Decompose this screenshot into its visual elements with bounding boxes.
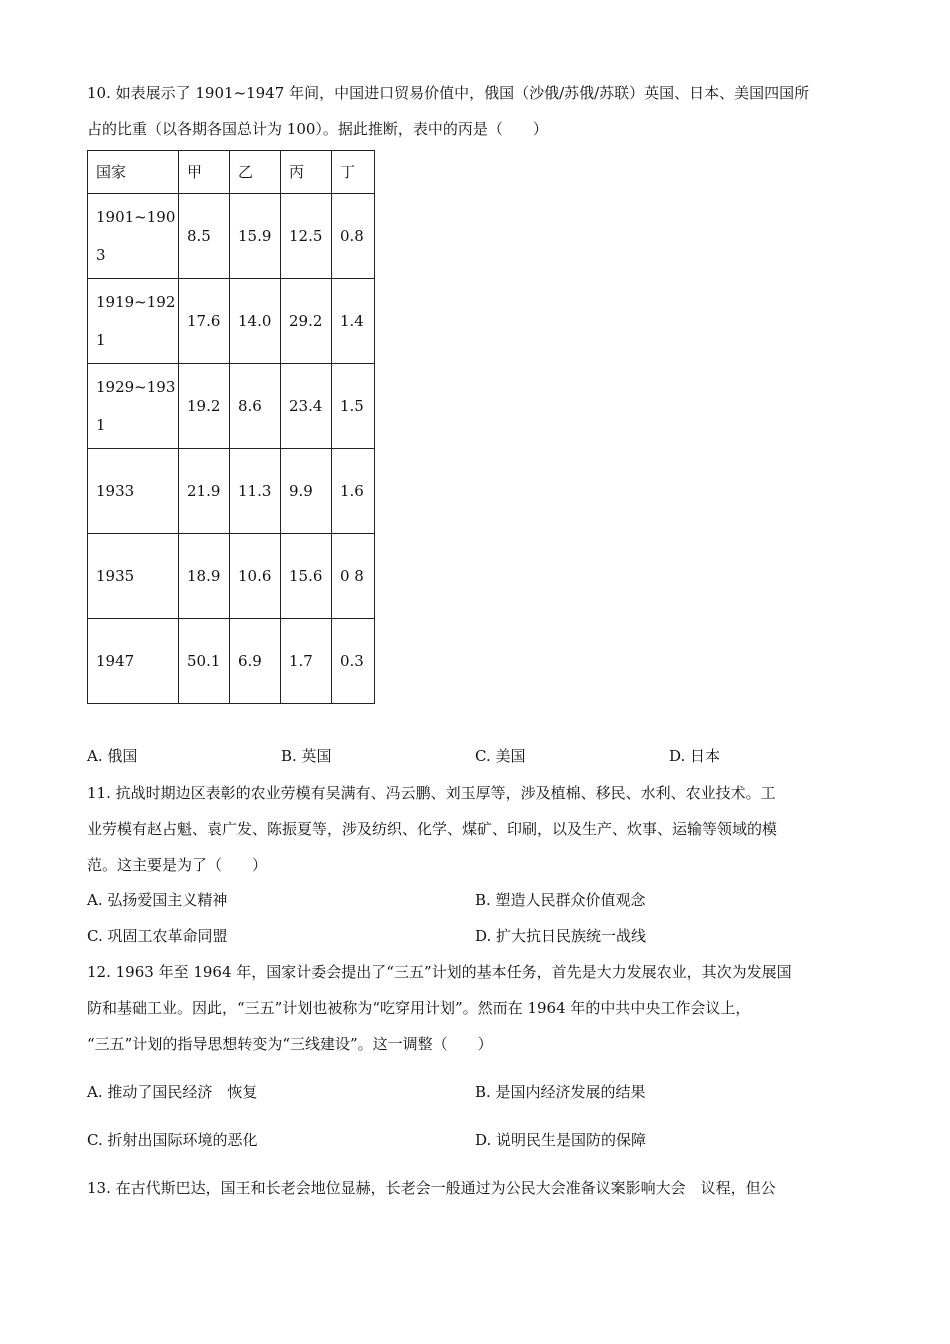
table-cell: 8.6: [230, 364, 281, 449]
table-cell: 9.9: [281, 449, 332, 534]
q12-text-line1: 12. 1963 年至 1964 年，国家计委会提出了“三五”计划的基本任务，首先是大力发展农业，其次为发展国: [87, 963, 792, 981]
table-cell: 12.5: [281, 194, 332, 279]
table-header-cell: 丙: [281, 151, 332, 194]
q10-option-d: D. 日本: [669, 747, 721, 765]
table-header-cell: 乙: [230, 151, 281, 194]
table-cell-period: 1929~1931: [88, 364, 179, 449]
table-cell: 1.5: [332, 364, 375, 449]
table-cell: 0.8: [332, 194, 375, 279]
table-cell: 18.9: [179, 534, 230, 619]
q10-option-b: B. 英国: [281, 747, 332, 765]
q13-text-line1: 13. 在古代斯巴达，国王和长老会地位显赫，长老会一般通过为公民大会准备议案影响大会 议程，但公: [87, 1179, 776, 1197]
q11-text-line3: 范。这主要是为了（ ）: [87, 856, 268, 874]
q10-text-line2: 占的比重（以各期各国总计为 100）。据此推断，表中的丙是（ ）: [87, 120, 548, 138]
table-cell: 8.5: [179, 194, 230, 279]
table-row: [88, 449, 375, 534]
q10-option-c: C. 美国: [475, 747, 526, 765]
q11-text-line2: 业劳模有赵占魁、袁广发、陈振夏等，涉及纺织、化学、煤矿、印刷，以及生产、炊事、运输等领域的模: [87, 820, 778, 838]
table-cell: 1.4: [332, 279, 375, 364]
table-cell-period: 1919~1921: [88, 279, 179, 364]
q12-text-line3: “三五”计划的指导思想转变为“三线建设”。这一调整（ ）: [87, 1035, 493, 1053]
table-row: [88, 364, 375, 449]
table-header-cell: 甲: [179, 151, 230, 194]
q11-text-line1: 11. 抗战时期边区表彰的农业劳模有吴满有、冯云鹏、刘玉厚等，涉及植棉、移民、水利、农业技术。工: [87, 784, 776, 802]
table-header-row: [88, 151, 375, 194]
table-cell: 6.9: [230, 619, 281, 704]
table-header-cell: 国家: [88, 151, 179, 194]
table-cell: 0.3: [332, 619, 375, 704]
table-row: [88, 279, 375, 364]
table-cell: 11.3: [230, 449, 281, 534]
table-cell: 50.1: [179, 619, 230, 704]
table-cell: 21.9: [179, 449, 230, 534]
table-cell: 14.0: [230, 279, 281, 364]
q11-option-c: C. 巩固工农革命同盟: [87, 927, 228, 945]
table-row: [88, 194, 375, 279]
table-cell: 19.2: [179, 364, 230, 449]
table-cell: 15.6: [281, 534, 332, 619]
table-cell-period: 1947: [88, 619, 179, 704]
q12-option-b: B. 是国内经济发展的结果: [475, 1083, 646, 1101]
table-cell: 29.2: [281, 279, 332, 364]
q10-option-a: A. 俄国: [87, 747, 138, 765]
table-cell-period: 1901~1903: [88, 194, 179, 279]
q11-option-a: A. 弘扬爱国主义精神: [87, 891, 228, 909]
table-header-cell: 丁: [332, 151, 375, 194]
q12-option-c: C. 折射出国际环境的恶化: [87, 1131, 258, 1149]
table-cell: 10.6: [230, 534, 281, 619]
q11-option-d: D. 扩大抗日民族统一战线: [475, 927, 647, 945]
q12-option-a: A. 推动了国民经济 恢复: [87, 1083, 258, 1101]
trade-share-table: [87, 150, 375, 704]
table-cell: 17.6: [179, 279, 230, 364]
q12-option-d: D. 说明民生是国防的保障: [475, 1131, 647, 1149]
table-cell-period: 1933: [88, 449, 179, 534]
table-cell: 1.7: [281, 619, 332, 704]
q10-text-line1: 10. 如表展示了 1901~1947 年间，中国进口贸易价值中，俄国（沙俄/苏俄/苏联）英国、日本、美国四国所: [87, 84, 810, 102]
table-cell: 1.6: [332, 449, 375, 534]
q11-option-b: B. 塑造人民群众价值观念: [475, 891, 646, 909]
table-row: [88, 619, 375, 704]
q12-text-line2: 防和基础工业。因此，“三五”计划也被称为“吃穿用计划”。然而在 1964 年的中共中央工作会议上，: [87, 999, 751, 1017]
table-cell: 15.9: [230, 194, 281, 279]
table-cell-period: 1935: [88, 534, 179, 619]
table-cell: 23.4: [281, 364, 332, 449]
table-cell: 0 8: [332, 534, 375, 619]
table-row: [88, 534, 375, 619]
